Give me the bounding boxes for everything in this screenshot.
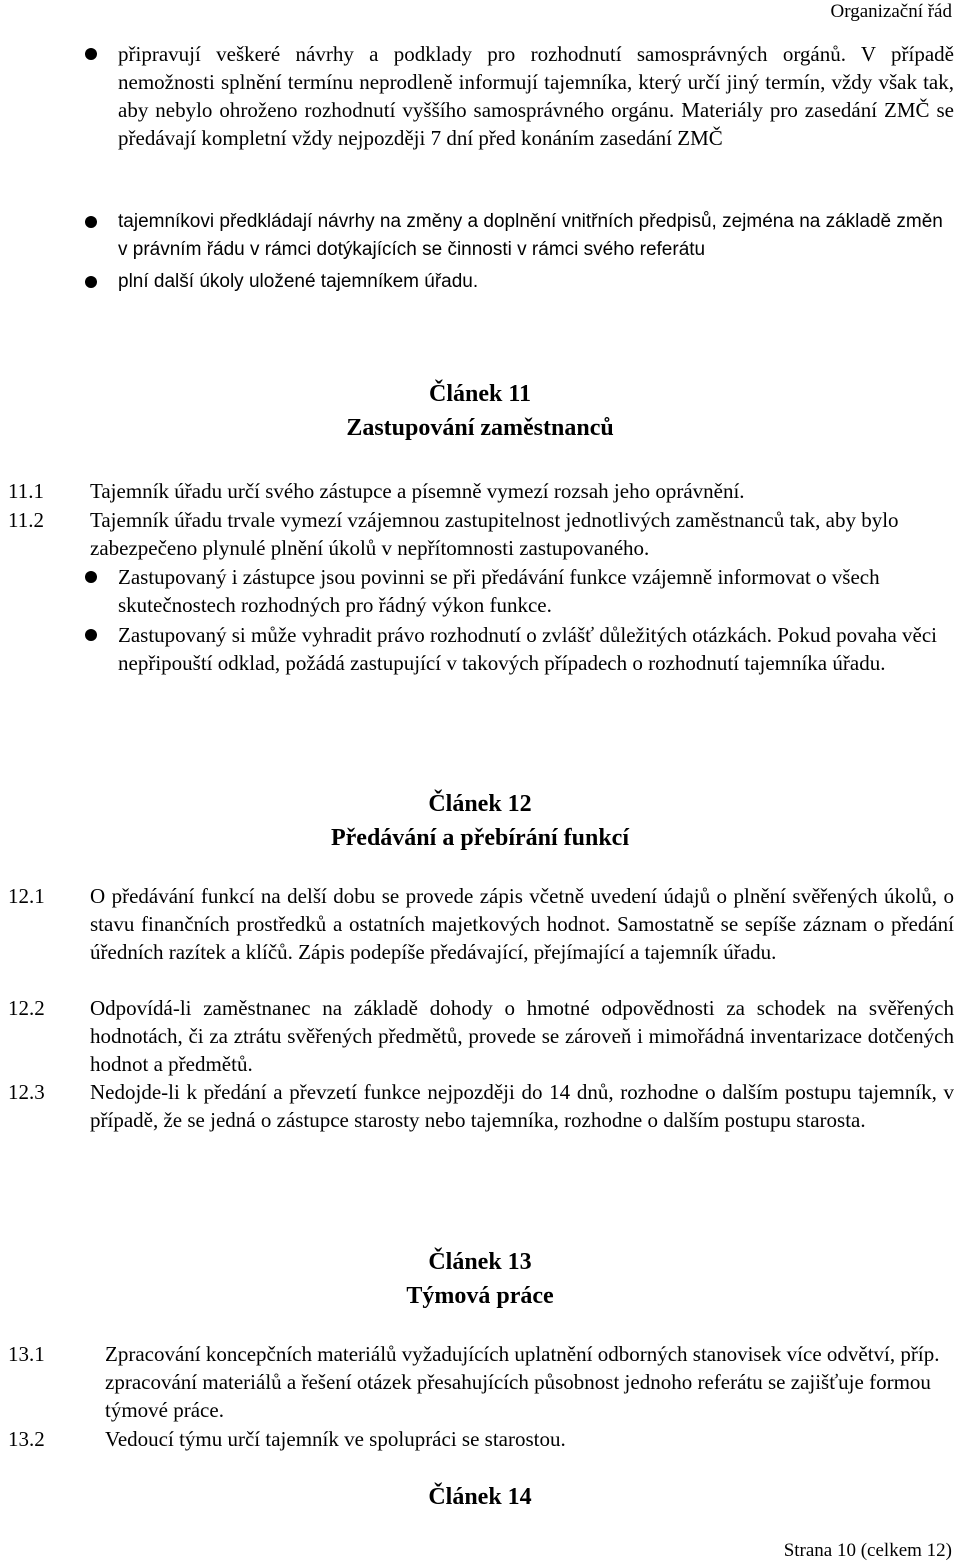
item-text: Zpracování koncepčních materiálů vyžadujících uplatnění odborných stanovisek více odvětví, příp. zpracování materiálů a řešení otázek přesahujících působnost jednoho referátu se zajišťuje formou týmové práce. (105, 1342, 940, 1422)
article-subtitle: Týmová práce (406, 1283, 554, 1309)
list-item-text: tajemníkovi předkládají návrhy na změny a doplnění vnitřních předpisů, zejména na základě změn v právním řádu v rámci dotýkajících se činnosti v rámci svého referátu (118, 211, 943, 260)
list-item-text: plní další úkoly uložené tajemníkem úřadu. (118, 271, 479, 292)
article-title: Článek 12 (428, 791, 532, 817)
item-number: 12.2 (8, 996, 45, 1020)
bullet-icon (85, 48, 97, 60)
item-text: Vedoucí týmu určí tajemník ve spolupráci se starostou. (105, 1427, 566, 1451)
page-number: Strana 10 (celkem 12) (783, 1540, 952, 1561)
bullet-icon (85, 629, 97, 641)
item-number: 12.1 (8, 884, 45, 908)
article-title: Článek 14 (428, 1484, 532, 1510)
item-text: Odpovídá-li zaměstnanec na základě dohody o hmotné odpovědnosti za schodek na svěřených hodnotách, či za ztrátu svěřených předmětů, provede se zároveň i mimořádná inventarizace dotčených hodnot a předmětů. (90, 996, 954, 1076)
article-subtitle: Zastupování zaměstnanců (346, 415, 614, 441)
article-subtitle: Předávání a přebírání funkcí (330, 825, 630, 851)
bullet-icon (85, 276, 97, 288)
item-number: 11.2 (8, 508, 44, 532)
item-number: 11.1 (8, 479, 44, 503)
article-title: Článek 11 (428, 381, 532, 407)
item-number: 13.1 (8, 1342, 45, 1366)
item-text: Nedojde-li k předání a převzetí funkce nejpozději do 14 dnů, rozhodne o dalším postupu tajemník, v případě, že se jedná o zástupce starosty nebo tajemníka, rozhodne o dalším postupu starosta. (90, 1080, 954, 1132)
list-item (118, 621, 954, 677)
list-item-text: Zastupovaný si může vyhradit právo rozhodnutí o zvlášť důležitých otázkách. Pokud povaha věci nepřipouští odklad, požádá zastupující v takových případech o rozhodnutí tajemníka úřadu. (118, 623, 937, 675)
document-header-title: Organizační řád (830, 1, 952, 22)
list-item-text: Zastupovaný i zástupce jsou povinni se při předávání funkce vzájemně informovat o všech skutečnostech rozhodných pro řádný výkon funkce. (118, 565, 880, 617)
list-item (118, 268, 954, 296)
item-text: O předávání funkcí na delší dobu se provede zápis včetně uvedení údajů o plnění svěřených úkolů, o stavu finančních prostředků a ostatních majetkových hodnot. Samostatně se sepíše záznam o předání úředních razítek a klíčů. Zápis podepíše předávající, přejímající a tajemník úřadu. (90, 884, 954, 964)
list-item-text: připravují veškeré návrhy a podklady pro rozhodnutí samosprávných orgánů. V případě nemožnosti splnění termínu neprodleně informují tajemníka, který určí jiný termín, vždy však tak, aby nebylo ohroženo rozhodnutí vyššího samosprávného orgánu. Materiály pro zasedání ZMČ se předávají kompletní vždy nejpozději 7 dní před konáním zasedání ZMČ (118, 42, 954, 150)
item-text: Tajemník úřadu určí svého zástupce a písemně vymezí rozsah jeho oprávnění. (90, 479, 745, 503)
item-number: 13.2 (8, 1427, 45, 1451)
list-item (118, 208, 954, 264)
bullet-icon (85, 216, 97, 228)
article-title: Článek 13 (428, 1249, 532, 1275)
list-item (118, 40, 954, 152)
bullet-icon (85, 571, 97, 583)
list-item (118, 563, 954, 619)
item-number: 12.3 (8, 1080, 45, 1104)
item-text: Tajemník úřadu trvale vymezí vzájemnou zastupitelnost jednotlivých zaměstnanců tak, aby bylo zabezpečeno plynulé plnění úkolů v nepřítomnosti zastupovaného. (90, 508, 899, 560)
